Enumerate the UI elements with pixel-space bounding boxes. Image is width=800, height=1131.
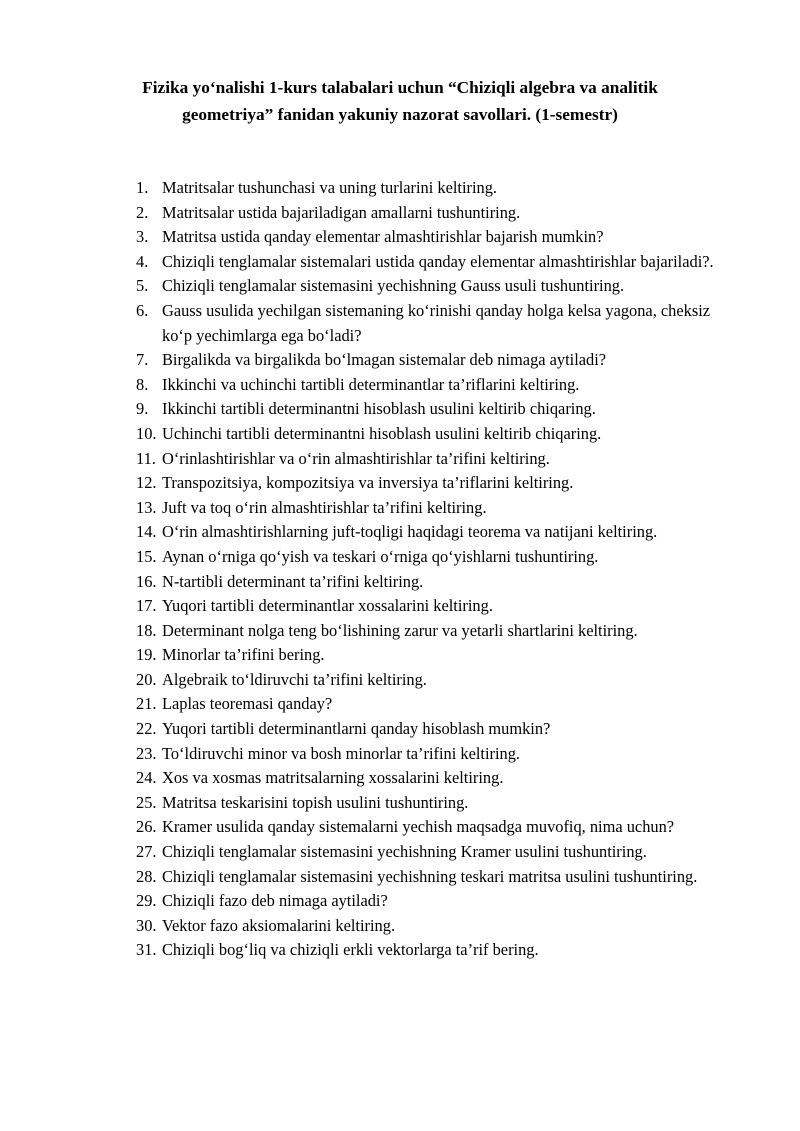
- question-number: 31.: [136, 940, 157, 960]
- question-number: 24.: [136, 768, 157, 788]
- question-text: Algebraik to‘ldiruvchi ta’rifini keltiring.: [162, 669, 427, 689]
- title-line-1: Fizika yo‘nalishi 1-kurs talabalari uchun “Chiziqli algebra va analitik: [142, 78, 658, 97]
- question-item: [136, 348, 736, 373]
- question-item: [136, 815, 736, 840]
- question-item: [136, 176, 736, 201]
- question-item: [136, 840, 736, 865]
- question-text: Chiziqli tenglamalar sistemasini yechishning Kramer usulini tushuntiring.: [162, 842, 647, 862]
- question-number: 20.: [136, 669, 157, 689]
- question-text: Kramer usulida qanday sistemalarni yechish maqsadga muvofiq, nima uchun?: [162, 817, 675, 837]
- question-number: 30.: [136, 915, 157, 935]
- title-line-2: geometriya” fanidan yakuniy nazorat savollari. (1-semestr): [182, 105, 618, 124]
- question-number: 12.: [136, 473, 157, 493]
- question-number: 28.: [136, 866, 157, 886]
- question-number: 16.: [136, 571, 157, 591]
- question-item: [136, 471, 736, 496]
- question-item: [136, 742, 736, 767]
- question-item: [136, 668, 736, 693]
- question-item: [136, 791, 736, 816]
- question-number: 8.: [136, 374, 149, 394]
- question-text: Chiziqli bog‘liq va chiziqli erkli vektorlarga ta’rif bering.: [162, 940, 539, 960]
- question-number: 13.: [136, 497, 157, 517]
- question-text: Uchinchi tartibli determinantni hisoblash usulini keltirib chiqaring.: [162, 423, 602, 443]
- question-text: Xos va xosmas matritsalarning xossalarini keltiring.: [162, 768, 504, 788]
- question-number: 27.: [136, 842, 157, 862]
- question-number: 26.: [136, 817, 157, 837]
- question-item: [136, 545, 736, 570]
- question-number: 22.: [136, 719, 157, 739]
- question-item: [136, 865, 736, 890]
- question-item: [136, 397, 736, 422]
- question-item: [136, 250, 736, 275]
- question-number: 15.: [136, 546, 157, 566]
- question-number: 25.: [136, 792, 157, 812]
- question-number: 6.: [136, 300, 149, 320]
- question-text: Matritsalar tushunchasi va uning turlarini keltiring.: [162, 178, 498, 197]
- question-item: [136, 938, 736, 963]
- question-item: [136, 717, 736, 742]
- question-number: 19.: [136, 645, 157, 665]
- question-number: 7.: [136, 350, 149, 370]
- question-number: 10.: [136, 423, 157, 443]
- question-item: [136, 889, 736, 914]
- question-item: [136, 619, 736, 644]
- question-text: Chiziqli tenglamalar sistemasini yechishning Gauss usuli tushuntiring.: [162, 276, 625, 296]
- page-title: [110, 74, 690, 128]
- question-item: [136, 692, 736, 717]
- question-text: Determinant nolga teng bo‘lishining zarur va yetarli shartlarini keltiring.: [162, 620, 638, 640]
- question-text: Chiziqli tenglamalar sistemasini yechishning teskari matritsa usulini tushuntiring.: [162, 866, 698, 886]
- question-text: Vektor fazo aksiomalarini keltiring.: [162, 915, 396, 935]
- question-text: Transpozitsiya, kompozitsiya va inversiya ta’riflarini keltiring.: [162, 473, 574, 493]
- question-number: 11.: [136, 448, 156, 468]
- question-item: [136, 496, 736, 521]
- question-item: [136, 520, 736, 545]
- question-number: 23.: [136, 743, 157, 763]
- question-number: 17.: [136, 596, 157, 616]
- question-text: N-tartibli determinant ta’rifini keltiring.: [162, 571, 424, 591]
- question-number: 5.: [136, 276, 149, 296]
- question-text: Minorlar ta’rifini bering.: [162, 645, 325, 665]
- question-item: [136, 447, 736, 472]
- question-number: 1.: [136, 178, 149, 197]
- question-item: [136, 373, 736, 398]
- question-text: Matritsa teskarisini topish usulini tushuntiring.: [162, 792, 469, 812]
- question-number: 14.: [136, 522, 157, 542]
- question-text: Gauss usulida yechilgan sistemaning ko‘rinishi qanday holga kelsa yagona, cheksiz ko‘p yechimlarga ega bo‘ladi?: [162, 300, 711, 345]
- question-number: 18.: [136, 620, 157, 640]
- question-number: 21.: [136, 694, 157, 714]
- question-item: [136, 201, 736, 226]
- question-text: Ikkinchi tartibli determinantni hisoblash usulini keltirib chiqaring.: [162, 399, 596, 419]
- question-text: Yuqori tartibli determinantlarni qanday hisoblash mumkin?: [162, 719, 551, 739]
- question-item: [136, 766, 736, 791]
- question-item: [136, 594, 736, 619]
- question-item: [136, 274, 736, 299]
- question-item: [136, 422, 736, 447]
- question-item: [136, 643, 736, 668]
- question-text: O‘rinlashtirishlar va o‘rin almashtirishlar ta’rifini keltiring.: [162, 448, 550, 468]
- question-list: [136, 176, 736, 963]
- question-item: [136, 570, 736, 595]
- question-text: O‘rin almashtirishlarning juft-toqligi haqidagi teorema va natijani keltiring.: [162, 522, 658, 542]
- question-number: 2.: [136, 202, 149, 222]
- question-number: 4.: [136, 251, 149, 271]
- question-text: Matritsa ustida qanday elementar almashtirishlar bajarish mumkin?: [162, 227, 604, 247]
- question-text: Birgalikda va birgalikda bo‘lmagan sistemalar deb nimaga aytiladi?: [162, 350, 607, 370]
- question-text: Aynan o‘rniga qo‘yish va teskari o‘rniga qo‘yishlarni tushuntiring.: [162, 546, 599, 566]
- question-item: [136, 299, 736, 348]
- question-item: [136, 225, 736, 250]
- question-text: Laplas teoremasi qanday?: [162, 694, 333, 714]
- question-text: Ikkinchi va uchinchi tartibli determinantlar ta’riflarini keltiring.: [162, 374, 580, 394]
- question-text: Juft va toq o‘rin almashtirishlar ta’rifini keltiring.: [162, 497, 487, 517]
- question-text: Chiziqli tenglamalar sistemalari ustida qanday elementar almashtirishlar bajariladi?.: [162, 251, 714, 271]
- question-number: 9.: [136, 399, 149, 419]
- question-number: 3.: [136, 227, 149, 247]
- question-number: 29.: [136, 891, 157, 911]
- question-text: Chiziqli fazo deb nimaga aytiladi?: [162, 891, 388, 911]
- question-text: To‘ldiruvchi minor va bosh minorlar ta’rifini keltiring.: [162, 743, 521, 763]
- question-item: [136, 914, 736, 939]
- question-text: Yuqori tartibli determinantlar xossalarini keltiring.: [162, 596, 493, 616]
- question-text: Matritsalar ustida bajariladigan amallarni tushuntiring.: [162, 202, 521, 222]
